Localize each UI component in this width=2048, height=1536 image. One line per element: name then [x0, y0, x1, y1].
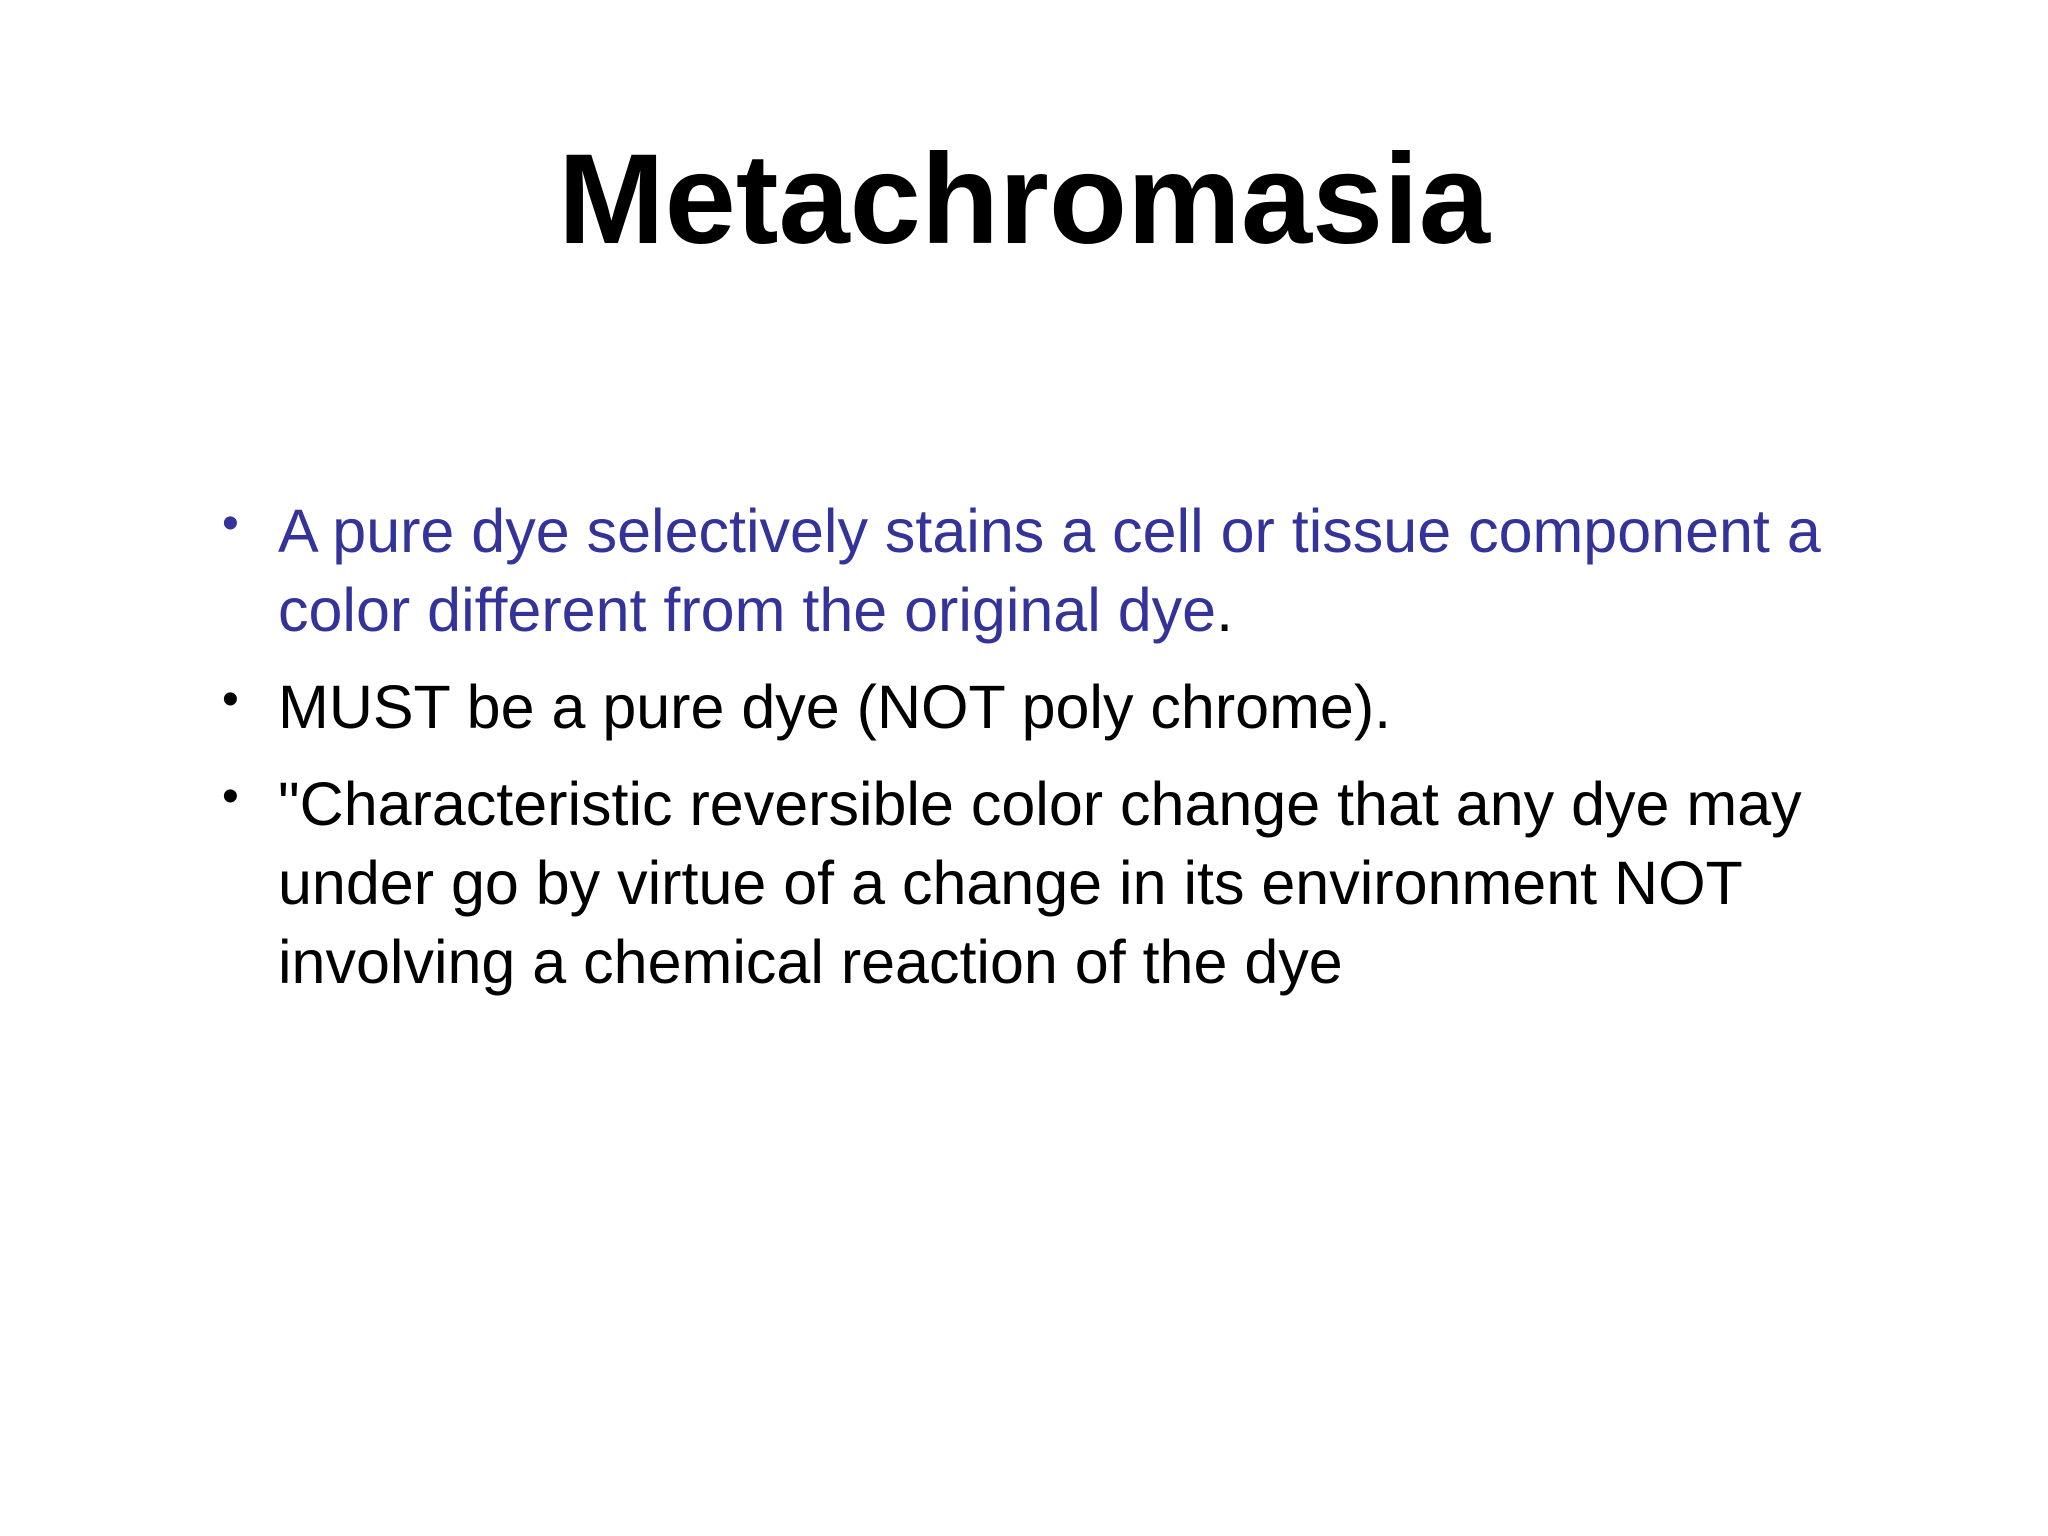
bullet-icon: •	[222, 497, 239, 550]
bullet-item	[222, 668, 1922, 747]
bullet-item	[222, 765, 1922, 1002]
bullet-list	[222, 492, 1922, 1020]
bullet-icon: •	[222, 770, 239, 823]
slide-title: Metachromasia	[558, 128, 1490, 271]
bullet-text: A pure dye selectively stains a cell or tissue component a color different from the original dye	[278, 497, 1821, 644]
bullet-trailing-period: .	[1216, 576, 1234, 644]
bullet-text: "Characteristic reversible color change that any dye may under go by virtue of a change in its environment NOT involving a chemical reaction of the dye	[278, 770, 1802, 996]
bullet-text: MUST be a pure dye (NOT poly chrome).	[278, 673, 1392, 741]
bullet-item	[222, 492, 1922, 650]
bullet-icon: •	[222, 673, 239, 726]
